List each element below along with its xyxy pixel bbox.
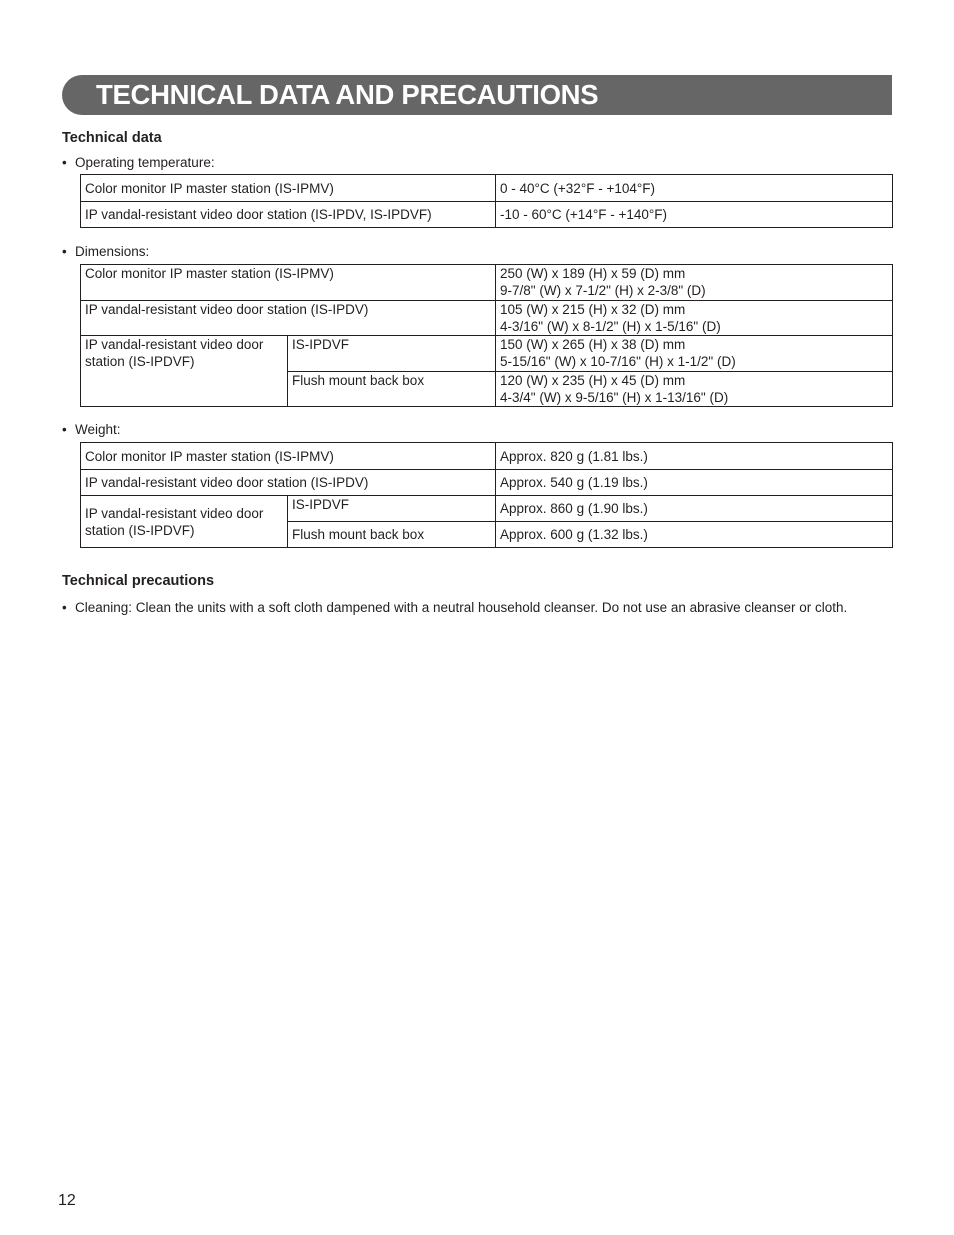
bullet-marker: • <box>62 600 67 615</box>
dimensions-table <box>80 264 893 407</box>
table-cell <box>496 372 893 407</box>
operating-temperature-bullet <box>62 154 215 171</box>
group-label-line: IP vandal-resistant video door <box>85 337 264 352</box>
table-row <box>81 301 893 336</box>
group-label-line: station (IS-IPDVF) <box>85 354 195 369</box>
bullet-marker: • <box>62 244 67 259</box>
table-cell: Color monitor IP master station (IS-IPMV) <box>81 175 496 202</box>
bullet-marker: • <box>62 422 67 437</box>
table-row <box>81 443 893 470</box>
table-cell: Approx. 600 g (1.32 lbs.) <box>496 522 893 548</box>
table-row <box>81 265 893 301</box>
technical-data-heading: Technical data <box>62 130 162 146</box>
table-cell: IP vandal-resistant video door station (IS-IPDV) <box>81 301 496 336</box>
table-cell: IS-IPDVF <box>288 336 496 372</box>
weight-label: Weight: <box>75 422 121 437</box>
table-cell: Approx. 860 g (1.90 lbs.) <box>496 496 893 522</box>
dimension-metric: 250 (W) x 189 (H) x 59 (D) mm <box>500 266 686 281</box>
group-label-line: station (IS-IPDVF) <box>85 522 195 538</box>
cleaning-bullet <box>62 599 847 616</box>
technical-precautions-heading: Technical precautions <box>62 573 215 589</box>
table-cell <box>81 496 288 548</box>
table-cell <box>81 336 288 407</box>
table-row <box>81 470 893 496</box>
table-cell: Flush mount back box <box>288 522 496 548</box>
table-cell <box>496 265 893 301</box>
table-cell <box>496 336 893 372</box>
table-row <box>81 175 893 202</box>
table-cell <box>496 301 893 336</box>
dimensions-bullet <box>62 243 149 260</box>
dimension-imperial: 5-15/16" (W) x 10-7/16" (H) x 1-1/2" (D) <box>500 354 736 369</box>
dimensions-label: Dimensions: <box>75 244 150 259</box>
weight-table <box>80 442 893 548</box>
table-cell: Color monitor IP master station (IS-IPMV) <box>81 265 496 301</box>
dimension-metric: 105 (W) x 215 (H) x 32 (D) mm <box>500 302 686 317</box>
table-cell: IP vandal-resistant video door station (IS-IPDV, IS-IPDVF) <box>81 202 496 228</box>
table-row <box>81 202 893 228</box>
section-banner <box>62 75 892 115</box>
weight-bullet <box>62 421 121 438</box>
bullet-marker: • <box>62 155 67 170</box>
group-label-line: IP vandal-resistant video door <box>85 505 264 521</box>
operating-temperature-label: Operating temperature: <box>75 155 215 170</box>
table-cell: 0 - 40°C (+32°F - +104°F) <box>496 175 893 202</box>
dimension-metric: 150 (W) x 265 (H) x 38 (D) mm <box>500 337 686 352</box>
operating-temperature-table <box>80 174 893 228</box>
cleaning-text: Cleaning: Clean the units with a soft cloth dampened with a neutral household cleanser. Do not use an abrasive cleanser or cloth. <box>75 600 848 615</box>
table-cell: Approx. 540 g (1.19 lbs.) <box>496 470 893 496</box>
table-cell: Approx. 820 g (1.81 lbs.) <box>496 443 893 470</box>
table-cell: IS-IPDVF <box>288 496 496 522</box>
table-row <box>81 336 893 372</box>
dimension-imperial: 4-3/16" (W) x 8-1/2" (H) x 1-5/16" (D) <box>500 319 721 334</box>
dimension-metric: 120 (W) x 235 (H) x 45 (D) mm <box>500 373 686 388</box>
table-cell: -10 - 60°C (+14°F - +140°F) <box>496 202 893 228</box>
table-cell: IP vandal-resistant video door station (IS-IPDV) <box>81 470 496 496</box>
dimension-imperial: 4-3/4" (W) x 9-5/16" (H) x 1-13/16" (D) <box>500 390 729 405</box>
page-number: 12 <box>58 1192 76 1209</box>
page-title: TECHNICAL DATA AND PRECAUTIONS <box>96 79 599 110</box>
table-row <box>81 496 893 522</box>
table-cell: Color monitor IP master station (IS-IPMV) <box>81 443 496 470</box>
dimension-imperial: 9-7/8" (W) x 7-1/2" (H) x 2-3/8" (D) <box>500 283 706 298</box>
table-cell: Flush mount back box <box>288 372 496 407</box>
